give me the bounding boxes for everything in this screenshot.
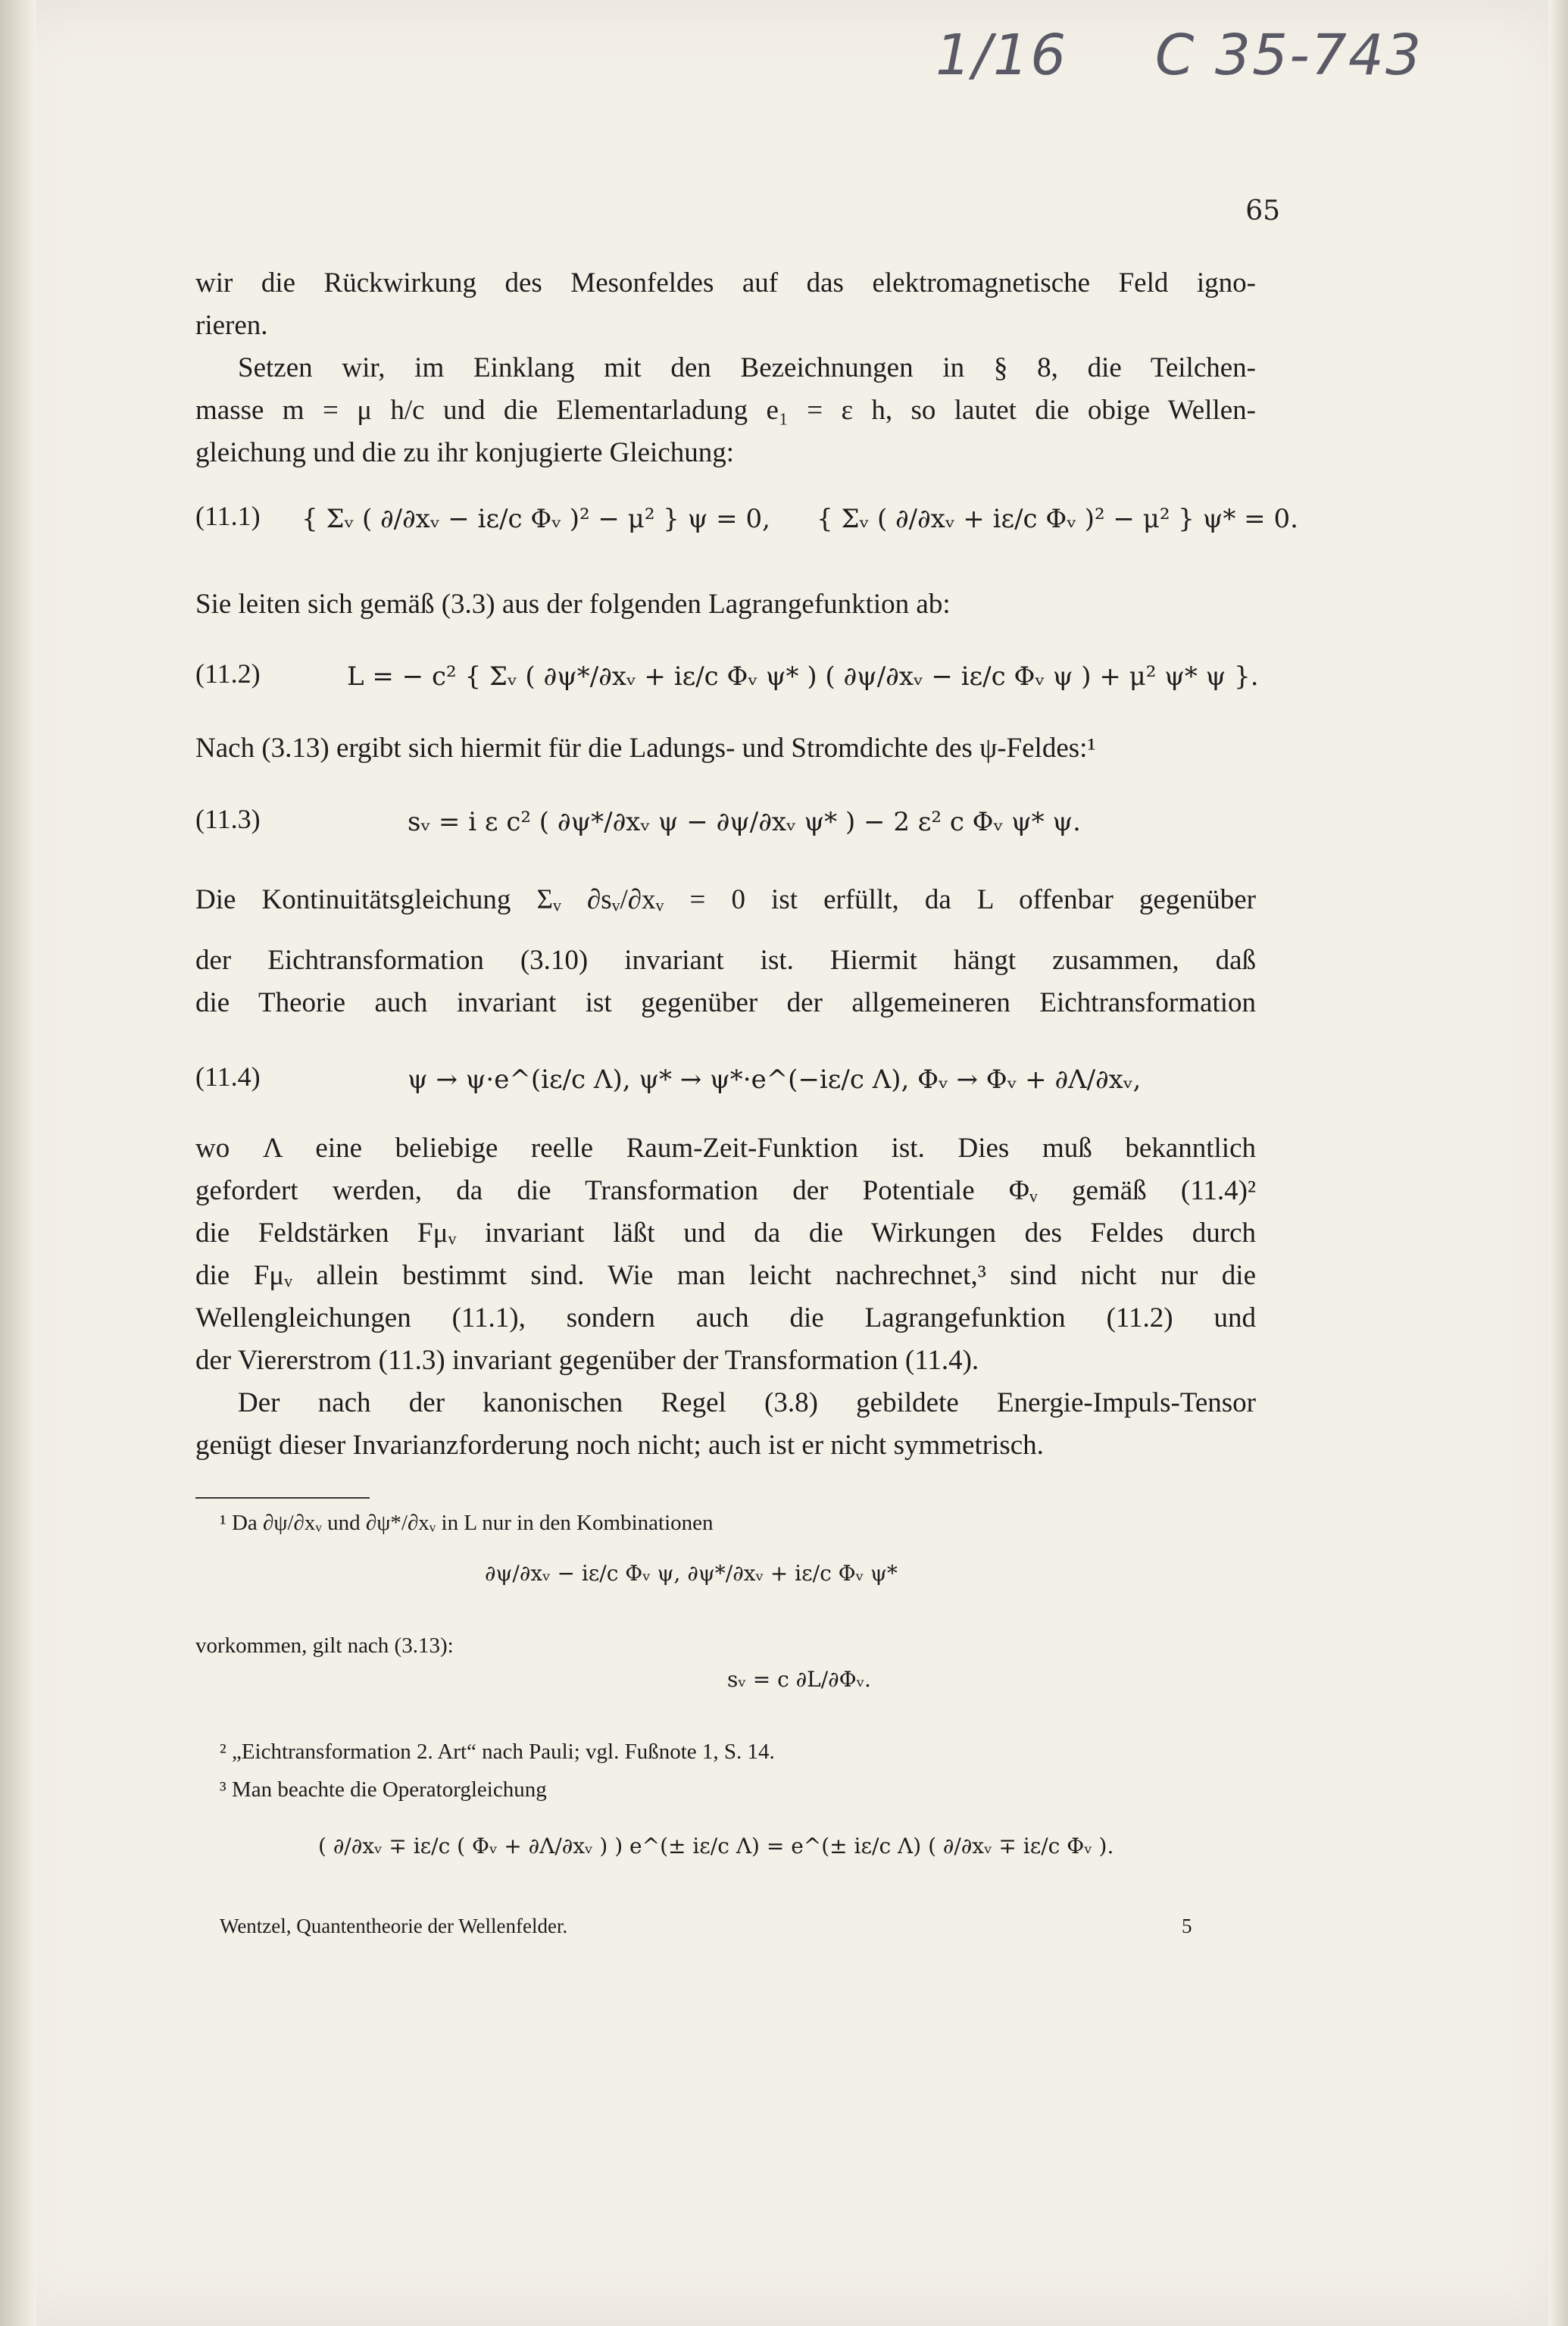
book-footer-title: Wentzel, Quantentheorie der Wellenfelder. bbox=[220, 1915, 568, 1937]
text-line: gleichung und die zu ihr konjugierte Gleichung: bbox=[195, 437, 735, 468]
text-line: masse m = μ h/c und die Elementarladung e₁ = ε h, so lautet die obige Wellen- bbox=[195, 395, 1256, 426]
footnote-3: ³ Man beachte die Operatorgleichung bbox=[220, 1777, 547, 1802]
sheet-signature-number: 5 bbox=[1182, 1915, 1192, 1937]
footnote-1-intro: ¹ Da ∂ψ/∂xᵥ und ∂ψ*/∂xᵥ in L nur in den Kombinationen bbox=[220, 1511, 714, 1535]
footnote-1-equation-2: sᵥ = c ∂L/∂Φᵥ. bbox=[727, 1667, 871, 1692]
footnote-rule bbox=[195, 1497, 370, 1499]
equation-11-3 bbox=[195, 780, 1279, 864]
text-line: Setzen wir, im Einklang mit den Bezeichnungen in § 8, die Teilchen- bbox=[238, 352, 1256, 383]
text-line: Die Kontinuitätsgleichung Σᵥ ∂sᵥ/∂xᵥ = 0 ist erfüllt, da L offenbar gegenüber bbox=[195, 884, 1256, 915]
handwritten-archive-note bbox=[935, 23, 1511, 106]
footnote-3-equation: ( ∂/∂xᵥ ∓ iε/c ( Φᵥ + ∂Λ/∂xᵥ ) ) e^(± iε/c Λ) = e^(± iε/c Λ) ( ∂/∂xᵥ ∓ iε/c Φᵥ ). bbox=[318, 1834, 1114, 1859]
text-line: rieren. bbox=[195, 310, 268, 341]
page-edge-shadow bbox=[1548, 0, 1568, 2326]
text-line: Wellengleichungen (11.1), sondern auch die Lagrangefunktion (11.2) und bbox=[195, 1302, 1256, 1333]
text-line: genügt dieser Invarianzforderung noch nicht; auch ist er nicht symmetrisch. bbox=[195, 1430, 1044, 1461]
page-number: 65 bbox=[1245, 195, 1280, 227]
text-line: der Eichtransformation (3.10) invariant ist. Hiermit hängt zusammen, daß bbox=[195, 945, 1256, 976]
text-line: die Feldstärken Fμᵥ invariant läßt und da die Wirkungen des Feldes durch bbox=[195, 1218, 1256, 1249]
equation-current-density: sᵥ = i ε c² ( ∂ψ*/∂xᵥ ψ − ∂ψ/∂xᵥ ψ* ) − 2 ε² c Φᵥ ψ* ψ. bbox=[408, 807, 1081, 837]
text-line: wo Λ eine beliebige reelle Raum-Zeit-Funktion ist. Dies muß bekanntlich bbox=[195, 1133, 1256, 1164]
text-line: gefordert werden, da die Transformation der Potentiale Φᵥ gemäß (11.4)² bbox=[195, 1175, 1256, 1206]
equation-11-4 bbox=[195, 1038, 1279, 1121]
footnote-1-text: vorkommen, gilt nach (3.13): bbox=[195, 1634, 454, 1658]
text-line: die Fμᵥ allein bestimmt sind. Wie man leicht nachrechnet,³ sind nicht nur die bbox=[195, 1260, 1256, 1291]
footnote-1-equation: ∂ψ/∂xᵥ − iε/c Φᵥ ψ, ∂ψ*/∂xᵥ + iε/c Φᵥ ψ* bbox=[485, 1561, 898, 1586]
text-line: der Viererstrom (11.3) invariant gegenüber der Transformation (11.4). bbox=[195, 1345, 979, 1376]
equation-label: (11.1) bbox=[195, 501, 261, 531]
equation-lagrangian: L = − c² { Σᵥ ( ∂ψ*/∂xᵥ + iε/c Φᵥ ψ* ) ( ∂ψ/∂xᵥ − iε/c Φᵥ ψ ) + μ² ψ* ψ }. bbox=[347, 661, 1259, 692]
text-line: Der nach der kanonischen Regel (3.8) gebildete Energie-Impuls-Tensor bbox=[238, 1387, 1256, 1418]
equation-11-1 bbox=[195, 477, 1298, 561]
equation-gauge-transform: ψ → ψ·e^(iε/c Λ), ψ* → ψ*·e^(−iε/c Λ), Φᵥ → Φᵥ + ∂Λ/∂xᵥ, bbox=[408, 1065, 1142, 1095]
equation-label: (11.2) bbox=[195, 658, 261, 689]
equation-right-part: { Σᵥ ( ∂/∂xᵥ + iε/c Φᵥ )² − μ² } ψ* = 0. bbox=[817, 504, 1298, 534]
handwritten-signature-code: C 35-743 bbox=[1154, 23, 1423, 88]
text-line: Nach (3.13) ergibt sich hiermit für die Ladungs- und Stromdichte des ψ-Feldes:¹ bbox=[195, 733, 1096, 764]
page-edge-shadow bbox=[0, 0, 36, 2326]
text-line: die Theorie auch invariant ist gegenüber der allgemeineren Eichtransformation bbox=[195, 987, 1256, 1018]
equation-label: (11.4) bbox=[195, 1061, 261, 1092]
handwritten-fraction: 1/16 bbox=[935, 23, 1068, 88]
text-line: wir die Rückwirkung des Mesonfeldes auf das elektromagnetische Feld igno- bbox=[195, 267, 1256, 299]
footnote-2: ² „Eichtransformation 2. Art“ nach Pauli; vgl. Fußnote 1, S. 14. bbox=[220, 1740, 775, 1764]
equation-label: (11.3) bbox=[195, 804, 261, 834]
text-line: Sie leiten sich gemäß (3.3) aus der folgenden Lagrangefunktion ab: bbox=[195, 589, 951, 620]
equation-left-part: { Σᵥ ( ∂/∂xᵥ − iε/c Φᵥ )² − μ² } ψ = 0, bbox=[301, 504, 770, 534]
equation-11-2 bbox=[195, 635, 1279, 718]
